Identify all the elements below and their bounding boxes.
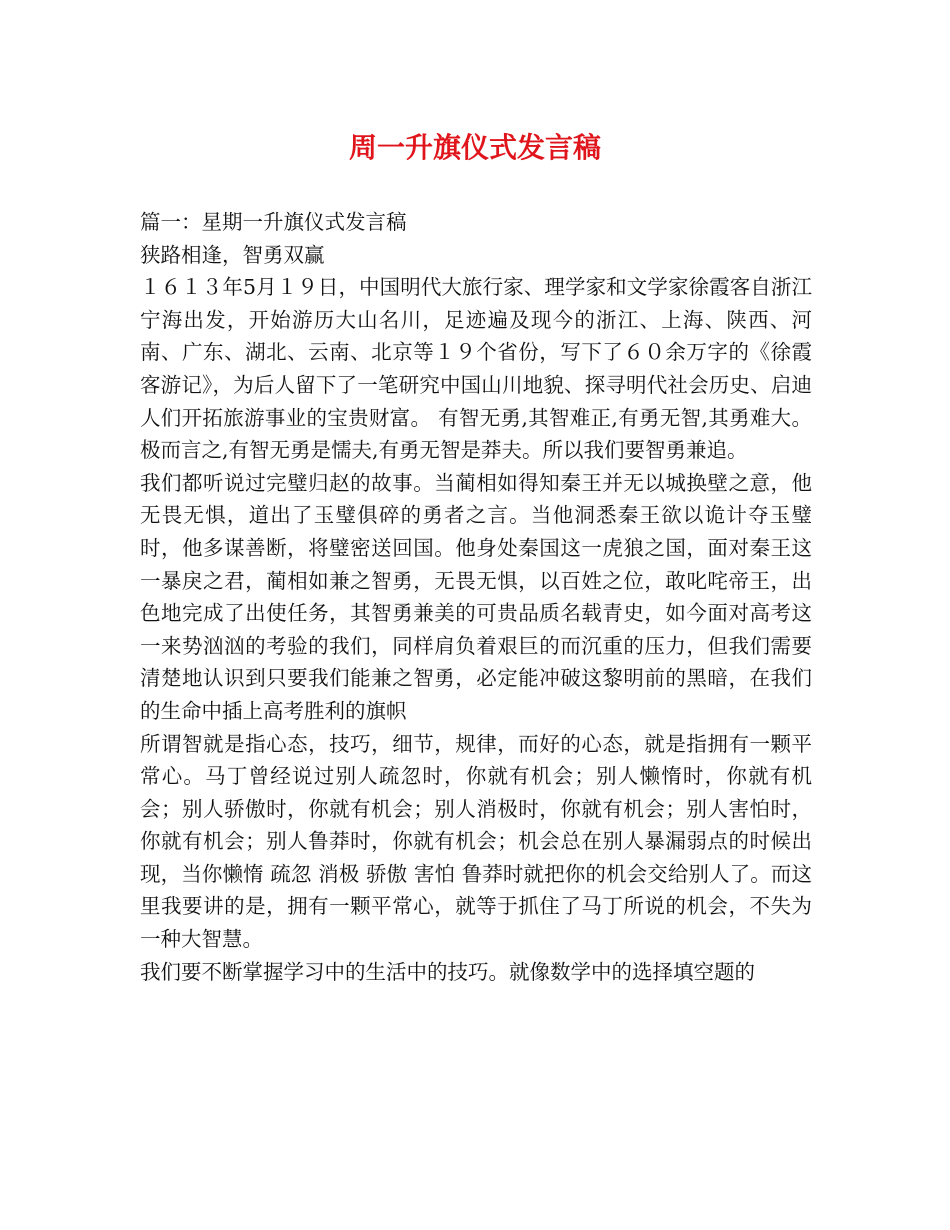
document-title: 周一升旗仪式发言稿 [348,131,601,164]
paragraph: 我们都听说过完璧归赵的故事。当蔺相如得知秦王并无以城换壁之意，他无畏无惧，道出了玉璧俱碎的勇者之言。当他洞悉秦王欲以诡计夺玉璧时，他多谋善断，将璧密送回国。他身处秦国这一虎狼之国，面对秦王这一暴戾之君，蔺相如兼之智勇，无畏无惧，以百姓之位，敢叱咤帝王，出色地完成了出使任务，其智勇兼美的可贵品质名载青史，如今面对高考这一来势汹汹的考验的我们，同样肩负着艰巨的而沉重的压力，但我们需要清楚地认识到只要我们能兼之智勇，必定能冲破这黎明前的黑暗，在我们的生命中插上高考胜利的旗帜 [140,470,812,723]
paragraph: 我们要不断掌握学习中的生活中的技巧。就像数学中的选择填空题的 [140,959,755,984]
document-body [140,206,812,988]
essay-title: 狭路相逢，智勇双赢 [140,242,325,267]
paragraph: １６１３年5月１９日，中国明代大旅行家、理学家和文学家徐霞客自浙江宁海出发，开始游历大山名川，足迹遍及现今的浙江、上海、陕西、河南、广东、湖北、云南、北京等１９个省份，写下了６０余万字的《徐霞客游记》，为后人留下了一笔研究中国山川地貌、探寻明代社会历史、启迪人们开拓旅游事业的宝贵财富。 有智无勇,其智难正,有勇无智,其勇难大。极而言之,有智无勇是懦夫,有勇无智是莽夫。所以我们要智勇兼追。 [140,275,812,463]
paragraph: 所谓智就是指心态，技巧，细节，规律，而好的心态，就是指拥有一颗平常心。马丁曾经说过别人疏忽时，你就有机会；别人懒惰时，你就有机会；别人骄傲时，你就有机会；别人消极时，你就有机会；别人害怕时，你就有机会；别人鲁莽时，你就有机会；机会总在别人暴漏弱点的时候出现，当你懒惰 疏忽 消极 骄傲 害怕 鲁莽时就把你的机会交给别人了。而这里我要讲的是，拥有一颗平常心，就等于抓住了马丁所说的机会，不失为一种大智慧。 [140,731,812,952]
section-heading: 篇一：星期一升旗仪式发言稿 [140,210,407,234]
